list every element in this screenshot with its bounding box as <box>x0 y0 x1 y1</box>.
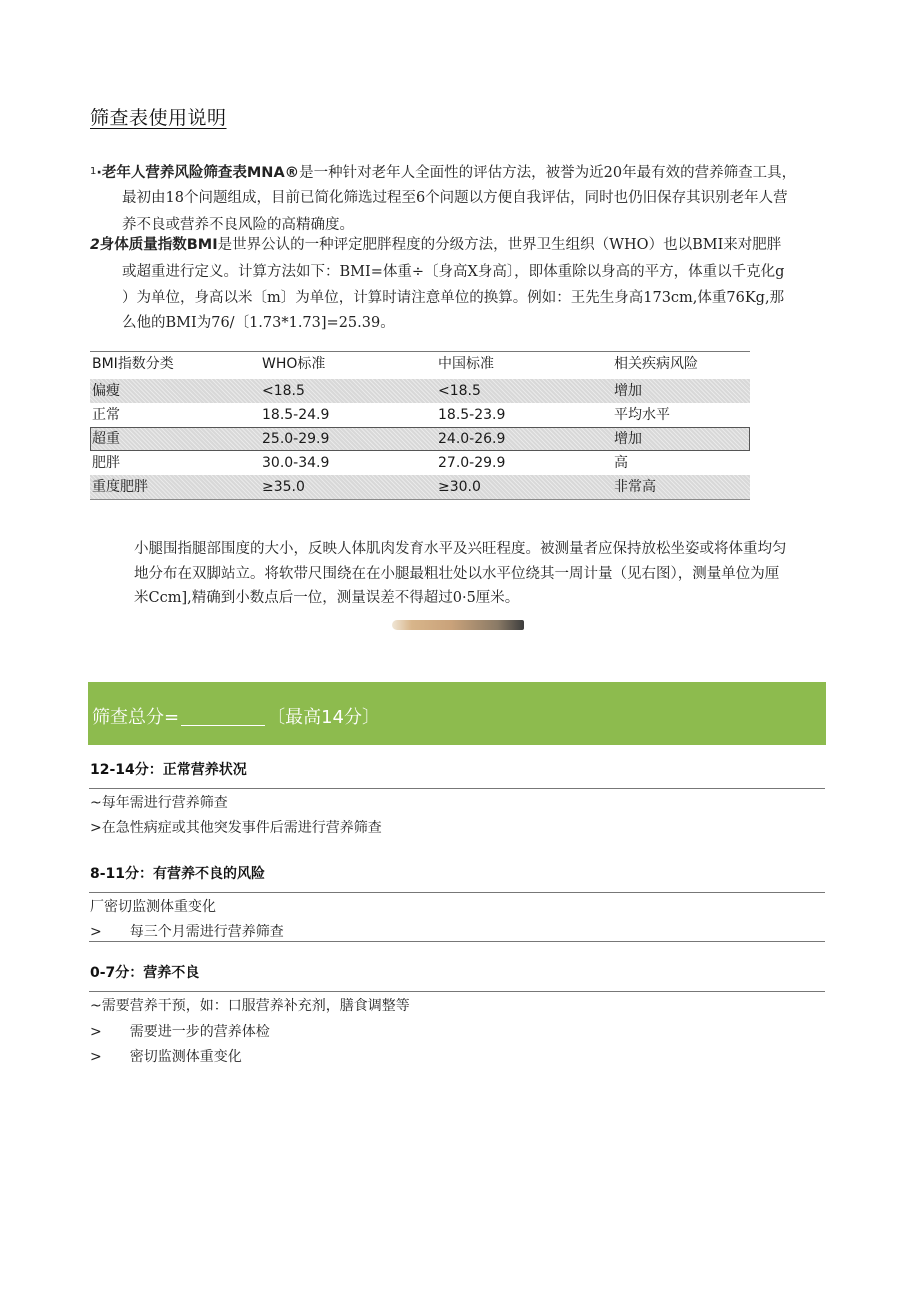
calf-line-2: 地分布在双脚站立。将软带尺围绕在在小腿最粗壮处以水平位绕其一周计量（见右图），测量单位为厘 <box>134 566 780 582</box>
cell-who: 30.0-34.9 <box>262 455 330 471</box>
bullet: ~ <box>90 998 102 1014</box>
section-risk-title: 8-11分：有营养不良的风险 <box>90 866 266 882</box>
bmi-table-header <box>90 351 750 379</box>
bmi-table <box>90 351 750 500</box>
cell-china: 18.5-23.9 <box>438 407 506 423</box>
cell-who: ≥35.0 <box>262 479 305 495</box>
item-text: 密切监测体重变化 <box>104 899 216 915</box>
cell-category: 肥胖 <box>92 455 120 471</box>
score-blank <box>181 707 265 726</box>
score-label: 筛查总分= <box>92 707 180 728</box>
divider <box>89 892 825 893</box>
bullet: > <box>90 820 102 836</box>
header-risk: 相关疾病风险 <box>614 356 698 372</box>
intro-paragraph-2 <box>90 232 781 259</box>
cell-china: 24.0-26.9 <box>438 431 506 447</box>
bullet: ~ <box>90 795 102 811</box>
table-row <box>90 427 750 451</box>
p2-line-2: 或超重进行定义。计算方法如下：BMI=体重÷〔身高X身高〕，即体重除以身高的平方，体重以千克化g <box>122 264 785 280</box>
table-row <box>90 475 750 500</box>
calf-line-1: 小腿围指腿部围度的大小，反映人体肌肉发育水平及兴旺程度。被测量者应保持放松坐姿或将体重均匀 <box>134 541 787 557</box>
cell-china: 27.0-29.9 <box>438 455 506 471</box>
item-text: 在急性病症或其他突发事件后需进行营养筛查 <box>101 820 382 836</box>
bullet: > <box>90 1024 102 1040</box>
bullet: 厂 <box>90 899 104 915</box>
list-item <box>90 792 228 812</box>
score-max: 〔最高14分〕 <box>267 707 380 728</box>
tape-measure-image <box>392 620 524 630</box>
bullet: > <box>90 1049 102 1065</box>
p2-line-3: ）为单位，身高以米〔m〕为单位，计算时请注意单位的换算。例如：王先生身高173cm,体重76Kg,那 <box>122 290 785 306</box>
calf-line-3: 米Ccm],精确到小数点后一位，测量误差不得超过0·5厘米。 <box>134 590 520 606</box>
p1-line-3: 养不良或营养不良风险的高精确度。 <box>122 217 354 233</box>
list-item <box>90 995 410 1015</box>
divider <box>89 788 825 789</box>
table-row <box>90 451 750 475</box>
table-row <box>90 403 750 427</box>
section-normal-title: 12-14分：正常营养状况 <box>90 762 247 778</box>
cell-risk: 平均水平 <box>614 407 670 423</box>
p2-line-1: 是世界公认的一种评定肥胖程度的分级方法，世界卫生组织（WHO）也以BMI来对肥胖 <box>217 237 782 253</box>
cell-who: <18.5 <box>262 383 305 399</box>
list-item <box>90 896 216 916</box>
mna-term: ·老年人营养风险筛查表MNA® <box>96 165 300 181</box>
divider <box>89 991 825 992</box>
header-category: BMI指数分类 <box>92 356 174 372</box>
paragraph-2-marker: 2 <box>90 237 100 253</box>
cell-risk: 高 <box>614 455 628 471</box>
cell-category: 超重 <box>92 431 120 447</box>
item-text: 需要进一步的营养体检 <box>129 1024 270 1040</box>
header-who: WHO标准 <box>262 356 326 372</box>
p1-line-2: 最初由18个问题组成，目前已简化筛选过程至6个问题以方便自我评估，同时也仍旧保存其识别老年人营 <box>122 190 788 206</box>
cell-risk: 增加 <box>614 383 642 399</box>
page-title: 筛查表使用说明 <box>90 107 227 129</box>
cell-who: 18.5-24.9 <box>262 407 330 423</box>
cell-category: 重度肥胖 <box>92 479 148 495</box>
list-item <box>90 817 382 837</box>
list-item <box>90 921 284 941</box>
list-item <box>90 1046 242 1066</box>
item-text: 每三个月需进行营养筛查 <box>129 924 284 940</box>
section-malnutrition-title: 0-7分：营养不良 <box>90 965 200 981</box>
item-text: 密切监测体重变化 <box>129 1049 242 1065</box>
header-china: 中国标准 <box>438 356 494 372</box>
cell-category: 偏瘦 <box>92 383 120 399</box>
cell-china: ≥30.0 <box>438 479 481 495</box>
paragraph-1-marker: 1 <box>90 166 97 177</box>
cell-who: 25.0-29.9 <box>262 431 330 447</box>
cell-risk: 非常高 <box>614 479 656 495</box>
intro-paragraph-1 <box>90 158 796 187</box>
p1-line-1: 是一种针对老年人全面性的评估方法，被誉为近20年最有效的营养筛查工具， <box>299 165 797 181</box>
list-item <box>90 1021 270 1041</box>
bmi-term: 身体质量指数BMI <box>99 237 218 253</box>
cell-category: 正常 <box>92 407 120 423</box>
item-text: 每年需进行营养筛查 <box>101 795 228 811</box>
p2-line-4: 么他的BMI为76/〔1.73*1.73]=25.39。 <box>122 315 395 331</box>
item-text: 需要营养干预，如：口服营养补充剂，膳食调整等 <box>101 998 410 1014</box>
cell-china: <18.5 <box>438 383 481 399</box>
cell-risk: 增加 <box>614 431 642 447</box>
table-row <box>90 379 750 403</box>
divider <box>89 941 825 942</box>
score-total <box>92 703 380 729</box>
bullet: > <box>90 924 102 940</box>
